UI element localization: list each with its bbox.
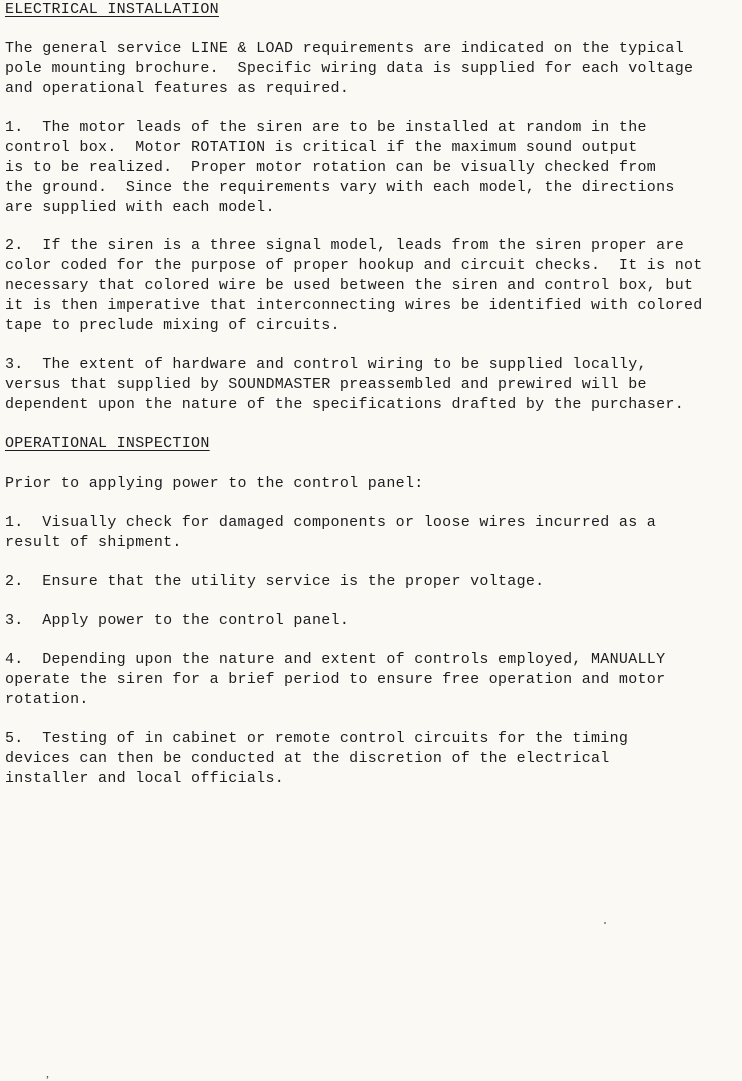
paragraph-line: dependent upon the nature of the specifications drafted by the purchaser. [5, 396, 685, 413]
paragraph-line: are supplied with each model. [5, 199, 275, 216]
paragraph-line: 5. Testing of in cabinet or remote control circuits for the timing [5, 730, 629, 747]
paragraph-line: installer and local officials. [5, 770, 285, 787]
paragraph-line: 1. Visually check for damaged components or loose wires incurred as a [5, 514, 657, 531]
paragraph-line: 4. Depending upon the nature and extent of controls employed, MANUALLY [5, 651, 666, 668]
paragraph-line: Prior to applying power to the control panel: [5, 475, 424, 492]
paragraph-line: rotation. [5, 691, 89, 708]
paragraph-line: 3. The extent of hardware and control wiring to be supplied locally, [5, 356, 647, 373]
paragraph-line: control box. Motor ROTATION is critical if the maximum sound output [5, 139, 638, 156]
stray-pen-mark: , [46, 1066, 50, 1080]
paragraph-line: 2. If the siren is a three signal model, leads from the siren proper are [5, 237, 685, 254]
paragraph-line: result of shipment. [5, 534, 182, 551]
paragraph-line: necessary that colored wire be used between the siren and control box, but [5, 277, 694, 294]
paragraph-line: 1. The motor leads of the siren are to be installed at random in the [5, 119, 647, 136]
paragraph-line: devices can then be conducted at the discretion of the electrical [5, 750, 610, 767]
paragraph-line: 2. Ensure that the utility service is the proper voltage. [5, 573, 545, 590]
paragraph-line: it is then imperative that interconnecting wires be identified with colored [5, 297, 703, 314]
paragraph-line: The general service LINE & LOAD requirements are indicated on the typical [5, 40, 685, 57]
paragraph-line: is to be realized. Proper motor rotation can be visually checked from [5, 159, 657, 176]
scan-speck [604, 922, 606, 924]
paragraph-line: operate the siren for a brief period to ensure free operation and motor [5, 671, 666, 688]
paragraph-line: versus that supplied by SOUNDMASTER preassembled and prewired will be [5, 376, 647, 393]
paragraph-line: 3. Apply power to the control panel. [5, 612, 350, 629]
section-heading-operational-inspection: OPERATIONAL INSPECTION [5, 435, 210, 452]
paragraph-line: the ground. Since the requirements vary with each model, the directions [5, 179, 675, 196]
paragraph-line: color coded for the purpose of proper hookup and circuit checks. It is not [5, 257, 703, 274]
section-heading-electrical-installation: ELECTRICAL INSTALLATION [5, 1, 219, 18]
paragraph-line: tape to preclude mixing of circuits. [5, 317, 340, 334]
paragraph-line: pole mounting brochure. Specific wiring data is supplied for each voltage [5, 60, 694, 77]
paragraph-line: and operational features as required. [5, 80, 350, 97]
